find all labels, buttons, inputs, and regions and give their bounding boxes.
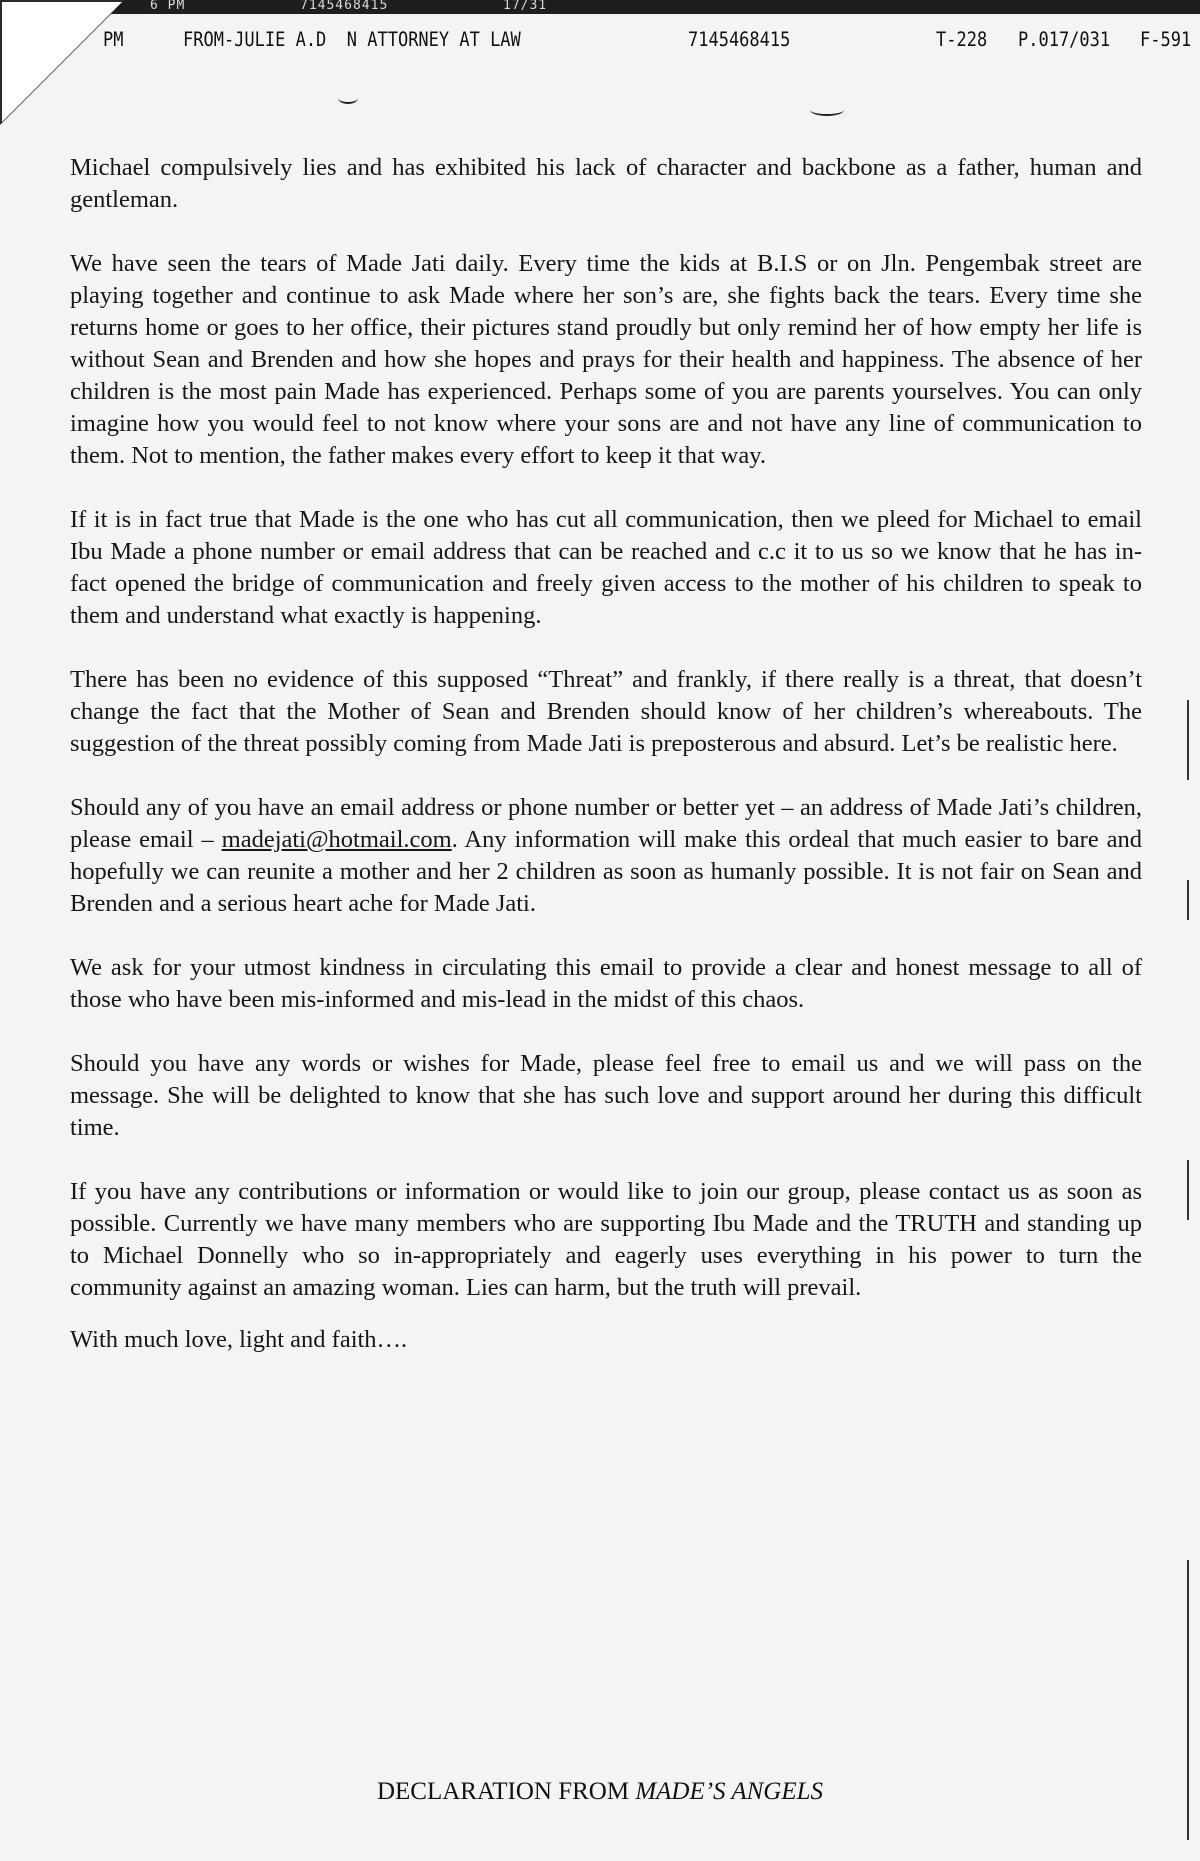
- scan-edge-mark: [1187, 1160, 1189, 1220]
- strip-left-text: 6 PM: [150, 0, 186, 13]
- scan-mark: [338, 92, 358, 104]
- strip-number: 7145468415: [300, 0, 389, 13]
- fax-from-name: FROM-JULIE A.D: [183, 28, 327, 52]
- declaration-footer: [0, 1778, 1200, 1806]
- paragraph-text: Should any of you have an email address or phone number or better yet – an address of Made Jati’s children, please email –: [70, 794, 1142, 853]
- fax-from-suffix: N ATTORNEY AT LAW: [346, 28, 521, 52]
- email-link[interactable]: madejati@hotmail.com: [221, 826, 452, 853]
- paragraph: If you have any contributions or information or would like to join our group, please contact us as soon as possible. Currently we have many members who are supporting Ibu Made and the TRUTH and standing up to Michael Donnelly who so in-appropriately and eagerly uses everything in his power to turn the community against an amazing woman. Lies can harm, but the truth will prevail.: [70, 1178, 1142, 1301]
- fax-phone: 7145468415: [688, 28, 791, 52]
- closing-line: With much love, light and faith….: [70, 1326, 408, 1353]
- fax-header: [0, 22, 1200, 62]
- paragraph: We ask for your utmost kindness in circulating this email to provide a clear and honest message to all of those who have been mis-informed and mis-lead in the midst of this chaos.: [70, 954, 1142, 1013]
- footer-group-name: MADE’S ANGELS: [635, 1778, 824, 1805]
- scan-edge-mark: [1187, 700, 1189, 780]
- scan-edge-mark: [1187, 880, 1189, 920]
- footer-prefix: DECLARATION FROM: [376, 1778, 636, 1805]
- fax-page-number: P.017/031: [1018, 28, 1111, 52]
- paragraph: [70, 792, 1142, 920]
- paragraph: We have seen the tears of Made Jati daily. Every time the kids at B.I.S or on Jln. Pengembak street are playing together and continue to ask Made where her son’s are, she fights back the tears. Every time she returns home or goes to her office, their pictures stand proudly but only remind her of how empty her life is without Sean and Brenden and how she hopes and prays for their health and happiness. The absence of her children is the most pain Made has experienced. Perhaps some of you are parents yourselves. You can only imagine how you would feel to not know where your sons are and not have any line of communication to them. Not to mention, the father makes every effort to keep it that way.: [70, 250, 1142, 469]
- scan-top-strip: [0, 0, 1200, 14]
- folded-corner-face: [2, 2, 122, 122]
- fax-transmission-id: T-228: [936, 28, 988, 52]
- scan-edge-mark: [1187, 1560, 1189, 1840]
- paragraph: There has been no evidence of this supposed “Threat” and frankly, if there really is a threat, that doesn’t change the fact that the Mother of Sean and Brenden should know of her children’s whereabouts. The suggestion of the threat possibly coming from Made Jati is preposterous and absurd. Let’s be realistic here.: [70, 666, 1142, 757]
- paragraph-text: . Any information will make this ordeal that much easier to bare and hopefully we can reunite a mother and her 2 children as soon as humanly possible. It is not fair on Sean and Brenden and a serious heart ache for Made Jati.: [70, 826, 1142, 917]
- strip-page: 17/31: [503, 0, 548, 13]
- fax-time: PM: [103, 28, 124, 52]
- paragraph: Michael compulsively lies and has exhibited his lack of character and backbone as a father, human and gentleman.: [70, 154, 1142, 213]
- fax-from: [183, 29, 521, 52]
- paragraph: Should you have any words or wishes for Made, please feel free to email us and we will pass on the message. She will be delighted to know that she has such love and support around her during this difficult time.: [70, 1050, 1142, 1141]
- scan-mark: [810, 104, 844, 116]
- fax-machine-id: F-591: [1140, 28, 1192, 52]
- letter-body: [70, 152, 1142, 1388]
- paragraph: If it is in fact true that Made is the one who has cut all communication, then we pleed for Michael to email Ibu Made a phone number or email address that can be reached and c.c it to us so we know that he has in-fact opened the bridge of communication and freely given access to the mother of his children to speak to them and understand what exactly is happening.: [70, 506, 1142, 629]
